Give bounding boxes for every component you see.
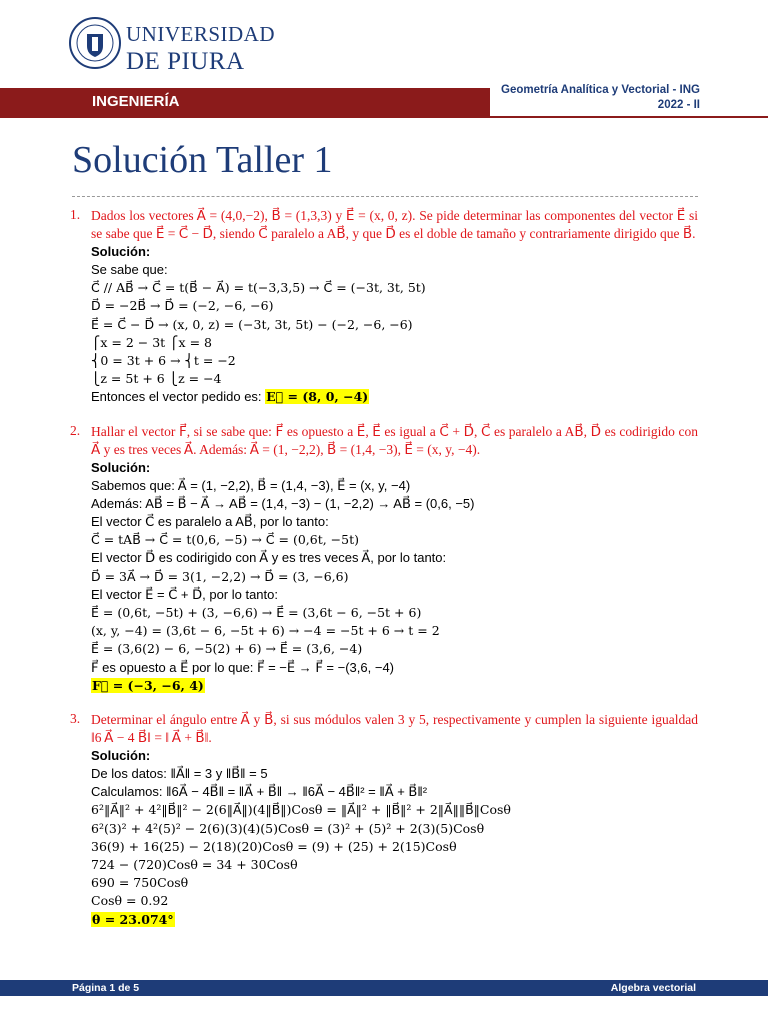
solution-line: C⃗ // AB⃗ → C⃗ = t(B⃗ − A⃗) = t(−3,3,5) → C⃗ = (−3t, 3t, 5t) xyxy=(91,280,426,296)
solution-line: Calculamos: ‖6A⃗ − 4B⃗‖ = ‖A⃗ + B⃗‖ → ‖6A⃗ − 4B⃗‖² = ‖A⃗ + B⃗‖² xyxy=(91,784,428,800)
course-term: 2022 - II xyxy=(657,99,700,111)
solution-line: De los datos: ‖A⃗‖ = 3 y ‖B⃗‖ = 5 xyxy=(91,766,268,782)
solution-line: F⃗ es opuesto a E⃗ por lo que: F⃗ = −E⃗ → F⃗ = −(3,6, −4) xyxy=(91,659,394,675)
solution-line: (x, y, −4) = (3,6t − 6, −5t + 6) → −4 = −5t + 6 → t = 2 xyxy=(91,623,440,639)
solution-line: 724 − (720)Cosθ = 34 + 30Cosθ xyxy=(91,857,298,873)
final-answer-line xyxy=(91,388,698,406)
solution-line: D⃗ = −2B⃗ → D⃗ = (−2, −6, −6) xyxy=(91,298,274,314)
solution-line: Sabemos que: A⃗ = (1, −2,2), B⃗ = (1,4, −3), E⃗ = (x, y, −4) xyxy=(91,477,411,493)
final-answer: F⃗ = (−3, −6, 4) xyxy=(92,677,204,693)
final-answer-text: Entonces el vector pedido es: xyxy=(91,389,266,405)
solution-line: E⃗ = (0,6t, −5t) + (3, −6,6) → E⃗ = (3,6t − 6, −5t + 6) xyxy=(91,605,422,621)
course-info xyxy=(501,83,700,113)
faculty-label: INGENIERÍA xyxy=(92,93,180,110)
problem-2 xyxy=(70,423,698,695)
footer-bar xyxy=(0,980,768,996)
header-divider xyxy=(0,116,768,118)
solution-heading: Solución: xyxy=(91,244,151,259)
final-answer-line xyxy=(91,911,698,929)
solution-line: ⎨0 = 3t + 6 → ⎨t = −2 xyxy=(91,353,236,369)
problem-number: 3. xyxy=(70,711,81,727)
problem-statement: Determinar el ángulo entre A⃗ y B⃗, si sus módulos valen 3 y 5, respectivamente y cumplen la siguiente igualdad ‖6 A⃗ − 4 B⃗‖ = ‖ A⃗ + B⃗‖. xyxy=(91,712,698,746)
title-divider xyxy=(72,196,698,197)
university-seal-icon xyxy=(68,16,122,70)
document-body xyxy=(70,207,698,939)
solution-line: 6²(3)² + 4²(5)² − 2(6)(3)(4)(5)Cosθ = (3)² + (5)² + 2(3)(5)Cosθ xyxy=(91,820,485,836)
solution-line: El vector C⃗ es paralelo a AB⃗, por lo tanto: xyxy=(91,514,329,530)
solution-line: El vector E⃗ = C⃗ + D⃗, por lo tanto: xyxy=(91,586,278,602)
problem-number: 2. xyxy=(70,422,81,438)
footer-subject: Algebra vectorial xyxy=(610,982,696,994)
solution-line: C⃗ = tAB⃗ → C⃗ = t(0,6, −5) → C⃗ = (0,6t, −5t) xyxy=(91,532,359,548)
logo-line-1: UNIVERSIDAD xyxy=(126,22,275,46)
solution-line: E⃗ = (3,6(2) − 6, −5(2) + 6) → E⃗ = (3,6, −4) xyxy=(91,641,363,657)
faculty-banner xyxy=(0,88,490,116)
course-name: Geometría Analítica y Vectorial - ING xyxy=(501,84,700,96)
final-answer: E⃗ = (8, 0, −4) xyxy=(266,389,369,405)
solution-line: E⃗ = C⃗ − D⃗ → (x, 0, z) = (−3t, 3t, 5t) − (−2, −6, −6) xyxy=(91,316,413,332)
solution-line: ⎧x = 2 − 3t ⎧x = 8 xyxy=(91,334,212,350)
page-title: Solución Taller 1 xyxy=(72,139,333,181)
solution-line: El vector D⃗ es codirigido con A⃗ y es tres veces A⃗, por lo tanto: xyxy=(91,550,447,566)
solution-line: Se sabe que: xyxy=(91,262,168,277)
solution-line: Cosθ = 0.92 xyxy=(91,893,169,909)
solution-line: 690 = 750Cosθ xyxy=(91,875,189,891)
university-logo xyxy=(64,14,275,78)
final-answer: θ = 23.074° xyxy=(92,911,174,927)
solution-line: 36(9) + 16(25) − 2(18)(20)Cosθ = (9) + (25) + 2(15)Cosθ xyxy=(91,838,457,854)
solution-heading: Solución: xyxy=(91,459,151,475)
solution-line: ⎩z = 5t + 6 ⎩z = −4 xyxy=(91,371,222,387)
solution-line: D⃗ = 3A⃗ → D⃗ = 3(1, −2,2) → D⃗ = (3, −6,6) xyxy=(91,568,349,584)
solution-line: 6²‖A⃗‖² + 4²‖B⃗‖² − 2(6‖A⃗‖)(4‖B⃗‖)Cosθ = ‖A⃗‖² + ‖B⃗‖² + 2‖A⃗‖‖B⃗‖Cosθ xyxy=(91,802,511,818)
problem-1 xyxy=(70,207,698,407)
problem-number: 1. xyxy=(70,207,81,222)
problem-3 xyxy=(70,711,698,929)
problem-statement: Hallar el vector F⃗, si se sabe que: F⃗ es opuesto a E⃗, E⃗ es igual a C⃗ + D⃗, C⃗ es paralelo a AB⃗, D⃗ es codirigido con A⃗ y es tres veces A⃗. Además: A⃗ = (1, −2,2), B⃗ = (1,4, −3), E⃗ = (x, y, −4). xyxy=(91,423,698,457)
page-number: Página 1 de 5 xyxy=(72,982,140,994)
logo-line-2: DE PIURA xyxy=(126,48,245,75)
final-answer-line xyxy=(91,677,698,695)
solution-heading: Solución: xyxy=(91,748,151,764)
problem-statement: Dados los vectores A⃗ = (4,0,−2), B⃗ = (1,3,3) y E⃗ = (x, 0, z). Se pide determinar las componentes del vector E⃗ si se sabe que E⃗ = C⃗ − D⃗, siendo C⃗ paralelo a AB⃗, y que D⃗ es el doble de tamaño y contrariamente dirigido que B⃗. xyxy=(91,208,698,241)
solution-line: Además: AB⃗ = B⃗ − A⃗ → AB⃗ = (1,4, −3) − (1, −2,2) → AB⃗ = (0,6, −5) xyxy=(91,495,475,511)
